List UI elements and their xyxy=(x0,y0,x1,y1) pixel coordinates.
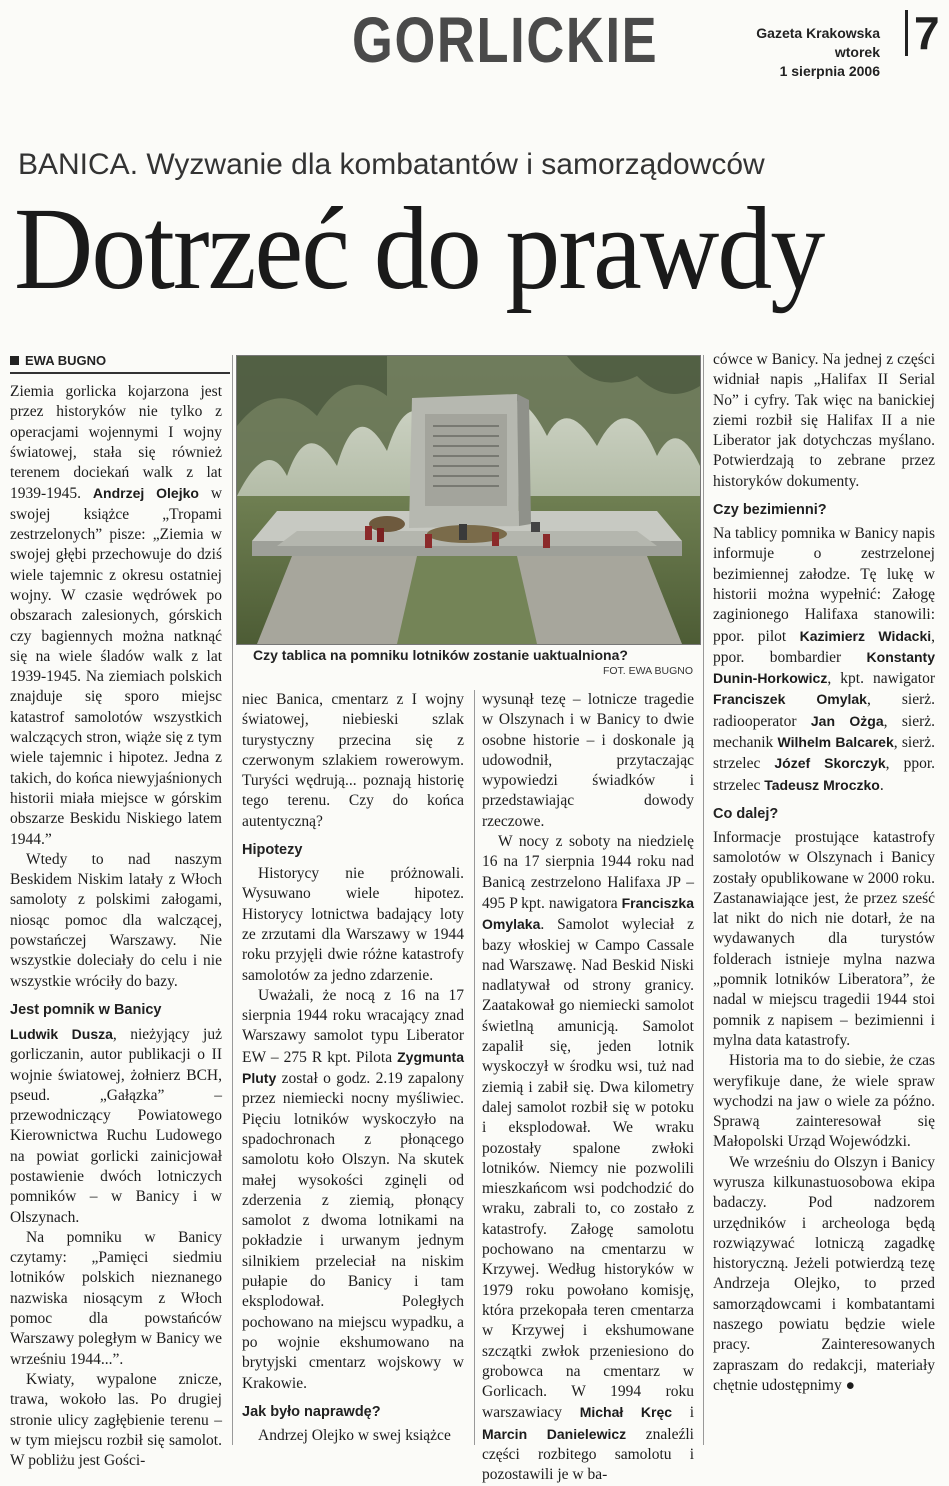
paragraph xyxy=(10,382,222,850)
person-name: Franciszek Omylak xyxy=(713,691,867,708)
person-name: Konstanty Dunin-Horkowicz xyxy=(713,648,935,687)
article-kicker xyxy=(18,148,765,182)
text: W nocy z soboty na niedzielę 16 na 17 sierpnia 1944 roku nad Banicą zestrzelono Halifaxa JP – 495 P kpt. nawigatora xyxy=(482,833,694,912)
masthead xyxy=(738,24,880,81)
memorial-image xyxy=(237,356,700,644)
person-name: Andrzej Olejko xyxy=(92,485,199,502)
issue-day: wtorek xyxy=(834,44,880,60)
text: został o godz. 2.19 zapalony przez niemiecki nocny myśliwiec. Pięciu lotników wyskoczyło na spadochronach z płonącego samolotu koło Olszyn. Na skutek małej wysokości zginęli od zderzenia z ziemią, płonący samolot z dwoma lotnikami na pokładzie i urwanym jednym silnikiem przeleciał na niskim pułapie do Banicy i tam eksplodował. Poległych pochowano na miejscu wypadku, a po wojnie ekshumowano na brytyjski cmentarz wojskowy w Krakowie. xyxy=(242,1070,464,1392)
article-column-3 xyxy=(482,690,694,1486)
paragraph: Andrzej Olejko w swej książce xyxy=(258,1426,451,1444)
paragraph xyxy=(482,832,694,1486)
column-rule xyxy=(232,355,233,1445)
text: znaleźli części rozbitego samolotu i pozostawili je w ba- xyxy=(482,1425,694,1484)
paragraph: Informacje prostujące katastrofy samolotów w Olszynach i Banicy zostały opublikowane w 2000 roku. Zastanawiające jest, że przez sześć lat nikt do nich nie dotarł, że na wydawanych dla turystów folderach istnieje mylna nazwa „pomnik lotników Liberatora”, że nadal w miejscu tragedii 1944 stoi pomnik z napisem – bezimienni i mylna data katastrofy. xyxy=(713,828,935,1049)
person-name: Zygmunta Pluty xyxy=(242,1048,464,1087)
paragraph: Historycy nie próżnowali. Wysuwano wiele hipotez. Historycy lotnictwa badający loty ze zrzutami dla Warszawy w 1944 roku przyjęli dwie różne katastrofy samolotów za jedno zdarzenie. xyxy=(242,865,464,984)
subheading: Jest pomnik w Banicy xyxy=(10,1001,162,1018)
column-rule xyxy=(474,690,475,1445)
text: , nieżyjący już gorliczanin, autor publikacji o II wojnie światowej, żołnierz BCH, pseud. „Gałązka” – przewodniczący Powiatowego Kierownictwa Ruchu Ludowego na powiat gorlicki zainicjował postawienie dwóch lotniczych pomników – w Banicy i w Olszynach. xyxy=(10,1025,222,1226)
paragraph: Wtedy to nad naszym Beskidem Niskim latały z Włoch samoloty z polskimi załogami, niosąc pomoc dla walczącej, powstańczej Warszawy. Nie wszystkie doleciały do celu i nie wszystkie wróciły do bazy. xyxy=(10,850,222,990)
article-headline: Dotrzeć do prawdy xyxy=(14,183,824,314)
column-rule xyxy=(703,355,704,1445)
person-name: Michał Kręc xyxy=(579,1404,673,1421)
person-name: Kazimierz Widacki xyxy=(799,627,932,644)
text: , ppor. strzelec xyxy=(713,755,935,794)
person-name: Józef Skorczyk xyxy=(774,755,886,772)
text: Ziemia gorlicka kojarzona jest przez historyków nie tylko z operacjami wojennymi I wojny światowej, stała się również terenem dociekań walk z lat 1939-1945. xyxy=(10,383,222,503)
paragraph: cówce w Banicy. Na jednej z części widniał napis „Halifax II Serial No” i cyfry. Tak więc na banickiej ziemi rozbił się Halifax II a nie Liberator jak dotychczas myślano. Potwierdzają to zebrane przez historyków dokumenty. xyxy=(713,351,935,490)
paragraph: Kwiaty, wypalone znicze, trawa, wokoło las. Po drugiej stronie ulicy zagłębienie terenu – w tym miejscu rozbił się samolot. W pobliżu jest Gości- xyxy=(10,1370,222,1470)
person-name: Jan Ożga xyxy=(810,712,884,729)
end-mark: ● xyxy=(845,1376,855,1394)
subheading: Co dalej? xyxy=(713,805,779,822)
text: , sierż. mechanik xyxy=(713,712,936,752)
newspaper-name: Gazeta Krakowska xyxy=(756,25,880,41)
paragraph xyxy=(713,524,935,796)
article-column-2 xyxy=(242,690,464,1446)
article-column-1 xyxy=(10,382,222,1471)
paragraph xyxy=(10,1024,222,1228)
text: w swojej książce „Tropami zestrzelonych” pisze: „Ziemia w swojej głębi przechowuje do dziś wiele tajemnic z okresu ostatniej wojny. W czasie wędrówek po obszarach zalesionych, górskich czy bagiennych można natknąć się na wiele śladów walk z lat 1939-1945. Na ziemiach polskich znajduje się sporo miejsc katastrof samolotów wszystkich walczących stron, wiąże się z tym wiele tajemnic i hipotez. Jedna z takich, do końca niewyjaśnionych historii miała miejsce w górskim obszarze Beskidu Niskiego latem 1944.” xyxy=(10,485,223,848)
text: , kpt. nawigator xyxy=(827,670,935,688)
text: , ppor. bombardier xyxy=(713,627,936,666)
subheading: Czy bezimienni? xyxy=(713,502,827,519)
text: i xyxy=(689,1404,694,1422)
text: We wrześniu do Olszyn i Banicy wyrusza kilkunastuosobowa ekipa badaczy. Pod nadzorem urzędników i archeologa będą rozwiązywać lotniczą zagadkę historyczną. Jeżeli potwierdzą tezę Andrzeja Olejko, to przed samorządowcami i kombatantami naszego powiatu będzie wiele pracy. Zainteresowanych zapraszam do redakcji, materiały chętnie udostępnimy xyxy=(713,1153,935,1394)
kicker-place: BANICA. xyxy=(18,148,139,181)
page-number: 7 xyxy=(905,10,948,56)
article-column-4 xyxy=(713,350,935,1396)
paragraph xyxy=(713,1153,935,1397)
text: . Samolot wyleciał z bazy włoskiej w Campo Cassale nad Warszawę. Nad Beskid Niski nadlatywał od strony granicy. Zaatakował go niemiecki samolot świetlną amunicją. Samolot zapalił się, jeden lotnik wyskoczył w środku wsi, tuż nad ziemią i zabił się. Dwa kilometry dalej samolot rozbił się w potoku i eksplodował. We wraku pozostały spalone zwłoki lotników. Niemcy nie pozwolili mieszkańcom wsi podchodzić do wraku, zabrali to, co zostało z katastrofy. Załogę samolotu pochowano na cmentarzu w Krzywej. Według historyków w 1979 roku powołano komisję, która przekopała teren cmentarza w Krzywej i ekshumowane szczątki zwłok przeniesiono do grobowca na cmentarz w Gorlicach. W 1994 roku warszawiacy xyxy=(482,916,694,1422)
photo-caption: Czy tablica na pomniku lotników zostanie uaktualniona? xyxy=(253,647,628,663)
text: . xyxy=(879,776,884,794)
memorial-photo xyxy=(236,355,701,645)
person-name: Franciszka Omylaka xyxy=(482,894,694,933)
text: , sierż. radiooperator xyxy=(713,691,935,730)
paragraph: niec Banica, cmentarz z I wojny światowej, niebieski szlak turystyczny przecina się z czerwonym szlakiem rowerowym. Turyści wędrują... poznają historię tego terenu. Czy do końca autentyczną? xyxy=(242,691,464,830)
paragraph: Historia ma to do siebie, że czas weryfikuje dane, że wiele spraw wychodzi na jaw o wiele za późno. Sprawą zainteresował się Małopolski Urząd Wojewódzki. xyxy=(713,1052,935,1151)
byline-rule xyxy=(10,372,230,374)
photo-credit: FOT. EWA BUGNO xyxy=(602,665,693,677)
byline: EWA BUGNO xyxy=(10,353,106,368)
person-name: Wilhelm Balcarek xyxy=(777,734,894,751)
paragraph: Na pomniku w Banicy czytamy: „Pamięci siedmiu lotników polskich nieznanego nazwiska niosącym z Włoch pomoc dla powstańców Warszawy poległym w Banicy we wrześniu 1944...”. xyxy=(10,1228,222,1368)
paragraph xyxy=(242,986,464,1394)
paragraph: wysunął tezę – lotnicze tragedie w Olszynach i w Banicy to dwie osobne historie – i doskonale ją udowodnił, przytaczając wypowiedzi świadków i przedstawiając dowody rzeczowe. xyxy=(482,691,694,830)
person-name: Marcin Danielewicz xyxy=(482,1425,627,1442)
subheading: Hipotezy xyxy=(242,842,303,859)
text: , sierż. strzelec xyxy=(713,734,935,773)
text: Na tablicy pomnika w Banicy napis informuje o zestrzelonej bezimiennej załodze. Tę lukę w historii można wypełnić: Załogę zaginionego Halifaxa stanowili: ppor. pilot xyxy=(713,525,935,645)
kicker-text: Wyzwanie dla kombatantów i samorządowców xyxy=(146,148,765,181)
section-title: GORLICKIE xyxy=(352,4,659,76)
text: Uważali, że nocą z 16 na 17 sierpnia 1944 roku wracający znad Warszawy samolot typu Liberator EW – 275 R kpt. Pilota xyxy=(242,986,464,1066)
subheading: Jak było naprawdę? xyxy=(242,1403,381,1420)
person-name: Tadeusz Mroczko xyxy=(764,776,880,793)
person-name: Ludwik Dusza xyxy=(10,1025,113,1042)
issue-date: 1 sierpnia 2006 xyxy=(779,63,880,79)
